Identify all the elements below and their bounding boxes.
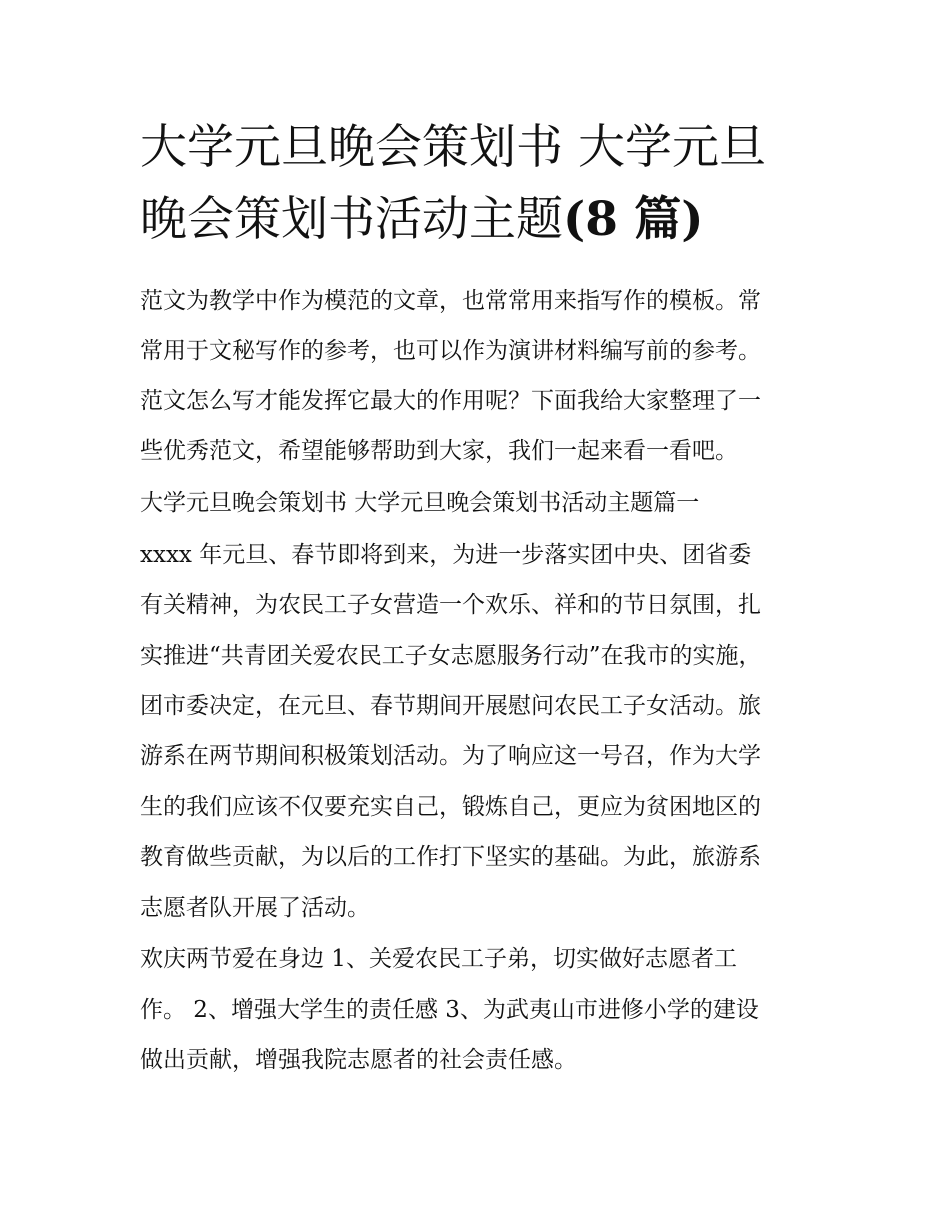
text-line: 生的我们应该不仅要充实自己，锻炼自己，更应为贫困地区的: [140, 794, 761, 820]
text-line: 欢庆两节爱在身边 1、关爱农民工子弟，切实做好志愿者工: [140, 946, 737, 972]
text-line: xxxx 年元旦、春节即将到来，为进一步落实团中央、团省委: [140, 542, 752, 568]
title-line-2-text: 晚会策划书活动主题: [140, 192, 563, 247]
title-count: (8 篇): [563, 192, 704, 247]
text-line: 做出贡献，增强我院志愿者的社会责任感。: [140, 1047, 577, 1073]
text-line: 有关精神，为农民工子女营造一个欢乐、祥和的节日氛围，扎: [140, 592, 761, 618]
text-line: 实推进“共青团关爱农民工子女志愿服务行动”在我市的实施，: [140, 643, 762, 669]
title-line-2: [140, 184, 820, 256]
text-line: 范文为教学中作为模范的文章，也常常用来指写作的模板。常: [140, 288, 761, 314]
text-line: 些优秀范文，希望能够帮助到大家，我们一起来看一看吧。: [140, 438, 738, 464]
text-line: 团市委决定，在元旦、春节期间开展慰问农民工子女活动。旅: [140, 693, 761, 719]
text-line: 作。 2、增强大学生的责任感 3、为武夷山市进修小学的建设: [140, 997, 759, 1023]
document-title: [140, 112, 820, 256]
text-line: 志愿者队开展了活动。: [140, 895, 370, 921]
section-heading: 大学元旦晚会策划书 大学元旦晚会策划书活动主题篇一: [140, 490, 700, 516]
text-line: 常用于文秘写作的参考，也可以作为演讲材料编写前的参考。: [140, 338, 761, 364]
text-line: 范文怎么写才能发挥它最大的作用呢？下面我给大家整理了一: [140, 388, 761, 414]
text-line: 游系在两节期间积极策划活动。为了响应这一号召，作为大学: [140, 743, 761, 769]
title-line-1: 大学元旦晚会策划书 大学元旦: [140, 120, 766, 175]
text-line: 教育做些贡献，为以后的工作打下坚实的基础。为此，旅游系: [140, 844, 761, 870]
